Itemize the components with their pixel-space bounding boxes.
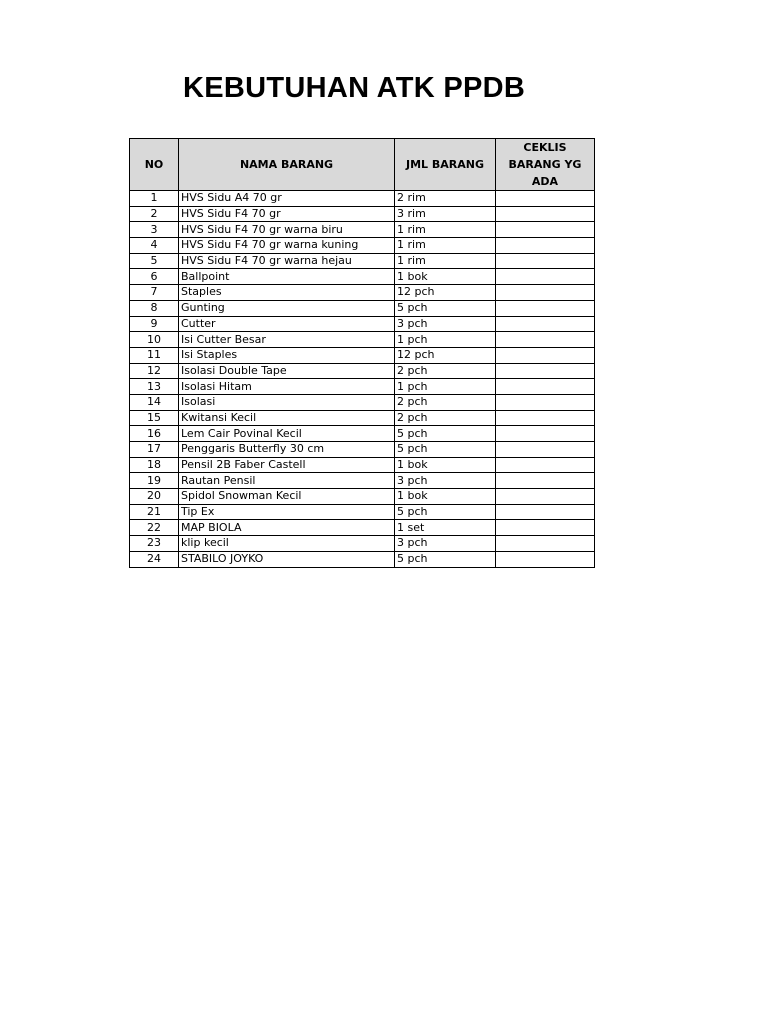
table-row <box>130 536 595 552</box>
table-row <box>130 300 595 316</box>
row-number: 16 <box>130 426 179 442</box>
item-quantity: 5 pch <box>395 504 496 520</box>
item-quantity: 2 pch <box>395 410 496 426</box>
item-checklist-cell <box>496 238 595 254</box>
table-row <box>130 238 595 254</box>
table-row <box>130 504 595 520</box>
item-name: klip kecil <box>179 536 395 552</box>
row-number: 11 <box>130 347 179 363</box>
header-checklist: CEKLIS BARANG YG ADA <box>496 139 595 191</box>
table-row <box>130 489 595 505</box>
row-number: 20 <box>130 489 179 505</box>
item-quantity: 3 rim <box>395 206 496 222</box>
row-number: 18 <box>130 457 179 473</box>
row-number: 12 <box>130 363 179 379</box>
item-name: Lem Cair Povinal Kecil <box>179 426 395 442</box>
row-number: 4 <box>130 238 179 254</box>
table-row <box>130 394 595 410</box>
item-quantity: 1 bok <box>395 457 496 473</box>
row-number: 2 <box>130 206 179 222</box>
item-checklist-cell <box>496 426 595 442</box>
table-row <box>130 363 595 379</box>
page-title: KEBUTUHAN ATK PPDB <box>183 72 526 104</box>
header-no: NO <box>130 139 179 191</box>
item-quantity: 5 pch <box>395 426 496 442</box>
item-name: HVS Sidu F4 70 gr warna biru <box>179 222 395 238</box>
table-header-row <box>130 139 595 191</box>
row-number: 3 <box>130 222 179 238</box>
table-row <box>130 269 595 285</box>
table-row <box>130 551 595 567</box>
table-row <box>130 410 595 426</box>
table-row <box>130 347 595 363</box>
item-checklist-cell <box>496 363 595 379</box>
item-checklist-cell <box>496 206 595 222</box>
item-checklist-cell <box>496 489 595 505</box>
item-quantity: 1 rim <box>395 222 496 238</box>
item-checklist-cell <box>496 504 595 520</box>
item-quantity: 1 bok <box>395 269 496 285</box>
row-number: 17 <box>130 442 179 458</box>
item-name: MAP BIOLA <box>179 520 395 536</box>
row-number: 24 <box>130 551 179 567</box>
item-quantity: 1 set <box>395 520 496 536</box>
item-name: Spidol Snowman Kecil <box>179 489 395 505</box>
row-number: 22 <box>130 520 179 536</box>
atk-table <box>129 138 595 568</box>
header-item-name: NAMA BARANG <box>179 139 395 191</box>
item-name: Isolasi <box>179 394 395 410</box>
item-quantity: 5 pch <box>395 300 496 316</box>
item-name: Ballpoint <box>179 269 395 285</box>
table-row <box>130 379 595 395</box>
item-quantity: 1 pch <box>395 332 496 348</box>
item-quantity: 2 rim <box>395 191 496 207</box>
item-checklist-cell <box>496 269 595 285</box>
item-checklist-cell <box>496 347 595 363</box>
item-name: Isi Staples <box>179 347 395 363</box>
item-name: Kwitansi Kecil <box>179 410 395 426</box>
item-quantity: 2 pch <box>395 363 496 379</box>
item-name: STABILO JOYKO <box>179 551 395 567</box>
item-checklist-cell <box>496 410 595 426</box>
row-number: 9 <box>130 316 179 332</box>
item-checklist-cell <box>496 379 595 395</box>
table-row <box>130 285 595 301</box>
item-name: Isi Cutter Besar <box>179 332 395 348</box>
header-quantity: JML BARANG <box>395 139 496 191</box>
item-checklist-cell <box>496 285 595 301</box>
item-checklist-cell <box>496 191 595 207</box>
table-body <box>130 191 595 568</box>
item-name: HVS Sidu A4 70 gr <box>179 191 395 207</box>
item-name: HVS Sidu F4 70 gr <box>179 206 395 222</box>
item-quantity: 1 rim <box>395 238 496 254</box>
table-row <box>130 473 595 489</box>
row-number: 19 <box>130 473 179 489</box>
table-row <box>130 316 595 332</box>
item-name: Cutter <box>179 316 395 332</box>
table-row <box>130 253 595 269</box>
item-checklist-cell <box>496 551 595 567</box>
row-number: 14 <box>130 394 179 410</box>
item-checklist-cell <box>496 253 595 269</box>
item-quantity: 5 pch <box>395 442 496 458</box>
item-name: Pensil 2B Faber Castell <box>179 457 395 473</box>
row-number: 10 <box>130 332 179 348</box>
item-checklist-cell <box>496 222 595 238</box>
item-checklist-cell <box>496 442 595 458</box>
item-checklist-cell <box>496 332 595 348</box>
item-quantity: 5 pch <box>395 551 496 567</box>
item-name: Tip Ex <box>179 504 395 520</box>
item-quantity: 1 pch <box>395 379 496 395</box>
item-quantity: 3 pch <box>395 536 496 552</box>
item-name: Isolasi Double Tape <box>179 363 395 379</box>
item-name: Rautan Pensil <box>179 473 395 489</box>
item-checklist-cell <box>496 316 595 332</box>
row-number: 6 <box>130 269 179 285</box>
item-checklist-cell <box>496 473 595 489</box>
item-name: Staples <box>179 285 395 301</box>
table-row <box>130 442 595 458</box>
row-number: 8 <box>130 300 179 316</box>
item-quantity: 2 pch <box>395 394 496 410</box>
item-quantity: 3 pch <box>395 316 496 332</box>
row-number: 7 <box>130 285 179 301</box>
item-quantity: 12 pch <box>395 285 496 301</box>
item-quantity: 1 rim <box>395 253 496 269</box>
row-number: 1 <box>130 191 179 207</box>
table-row <box>130 332 595 348</box>
item-name: Isolasi Hitam <box>179 379 395 395</box>
table-row <box>130 426 595 442</box>
table-row <box>130 520 595 536</box>
item-checklist-cell <box>496 520 595 536</box>
item-name: Penggaris Butterfly 30 cm <box>179 442 395 458</box>
table-row <box>130 457 595 473</box>
row-number: 5 <box>130 253 179 269</box>
row-number: 23 <box>130 536 179 552</box>
table-row <box>130 191 595 207</box>
item-quantity: 12 pch <box>395 347 496 363</box>
row-number: 13 <box>130 379 179 395</box>
item-checklist-cell <box>496 394 595 410</box>
item-name: HVS Sidu F4 70 gr warna kuning <box>179 238 395 254</box>
item-checklist-cell <box>496 457 595 473</box>
table-row <box>130 222 595 238</box>
item-checklist-cell <box>496 300 595 316</box>
row-number: 21 <box>130 504 179 520</box>
item-quantity: 1 bok <box>395 489 496 505</box>
item-name: Gunting <box>179 300 395 316</box>
item-quantity: 3 pch <box>395 473 496 489</box>
item-name: HVS Sidu F4 70 gr warna hejau <box>179 253 395 269</box>
row-number: 15 <box>130 410 179 426</box>
item-checklist-cell <box>496 536 595 552</box>
table-row <box>130 206 595 222</box>
